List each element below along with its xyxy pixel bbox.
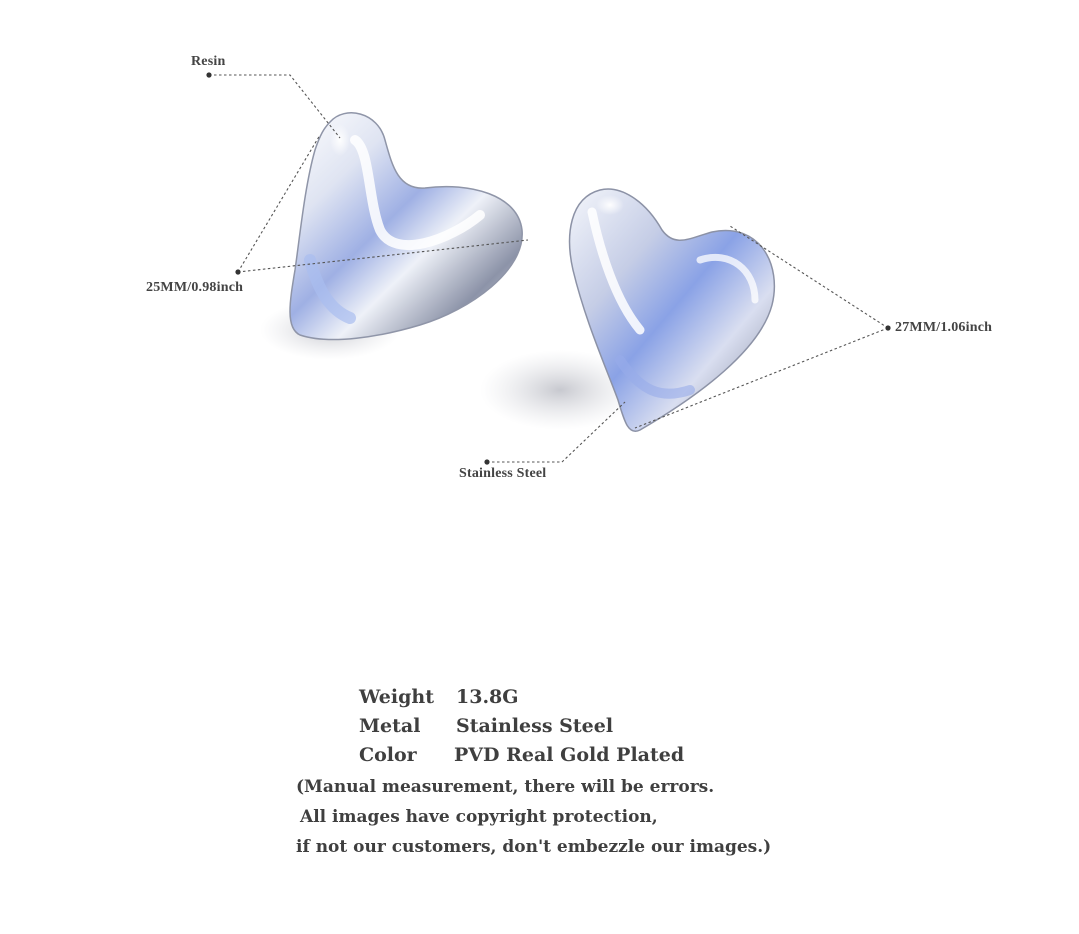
- disclaimer-line: All images have copyright protection,: [300, 807, 658, 827]
- spec-value: 13.8G: [456, 686, 519, 708]
- callout-height-label: 27MM/1.06inch: [895, 320, 993, 335]
- disclaimer-line: if not our customers, don't embezzle our images.): [296, 837, 772, 857]
- callout-steel-label: Stainless Steel: [459, 466, 547, 481]
- spec-row-color: [359, 741, 684, 770]
- spec-key: Metal: [359, 715, 421, 737]
- left-earring: [290, 113, 522, 340]
- callout-width-label: 25MM/0.98inch: [146, 280, 244, 295]
- disclaimer-line: (Manual measurement, there will be errors.: [296, 777, 715, 797]
- disclaimer: [296, 772, 771, 862]
- spec-key: Color: [359, 744, 417, 766]
- spec-key: Weight: [359, 686, 434, 708]
- spec-value: PVD Real Gold Plated: [454, 744, 685, 766]
- callout-resin-label: Resin: [191, 54, 226, 69]
- spec-table: [359, 683, 684, 770]
- spec-value: Stainless Steel: [456, 715, 614, 737]
- spec-row-metal: [359, 712, 684, 741]
- spec-row-weight: [359, 683, 684, 712]
